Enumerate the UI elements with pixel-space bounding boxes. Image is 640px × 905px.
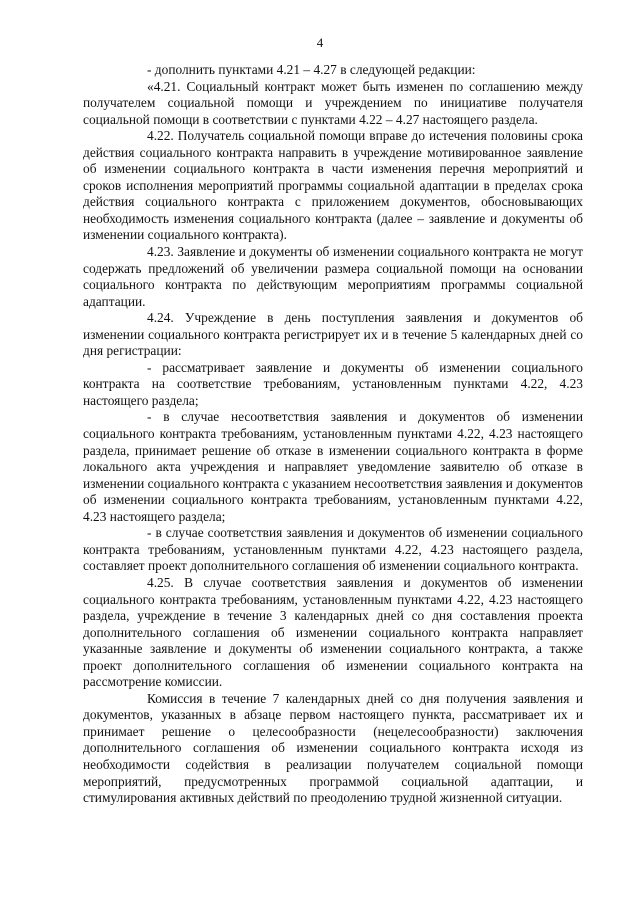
paragraph-4-24: 4.24. Учреждение в день поступления заявления и документов об изменении социального контракта регистрирует их и в течение 5 календарных дней со дня регистрации:: [83, 310, 583, 359]
document-body: [83, 62, 583, 807]
paragraph-4-21: «4.21. Социальный контракт может быть изменен по соглашению между получателем социальной помощи и учреждением по инициативе получателя социальной помощи в соответствии с пунктами 4.22 – 4.27 настоящего раздела.: [83, 78, 583, 127]
paragraph-4-25: 4.25. В случае соответствия заявления и документов об изменении социального контракта требованиям, установленным пунктами 4.22, 4.23 настоящего раздела, учреждение в течение 3 календарных дней со дня составления проекта дополнительного соглашения об изменении социального контракта направляет указанные заявление и документы об изменении социального контракта, а также проект дополнительного соглашения об изменении социального контракта на рассмотрение комиссии.: [83, 574, 583, 690]
paragraph-4-23: 4.23. Заявление и документы об изменении социального контракта не могут содержать предложений об увеличении размера социальной помощи на основании социального контракта по действующим мероприятиям программы социальной адаптации.: [83, 244, 583, 309]
list-item-draft-agreement: - в случае соответствия заявления и документов об изменении социального контракта требованиям, установленным пунктами 4.22, 4.23 настоящего раздела, составляет проект дополнительного соглашения об изменении социального контракта.: [83, 525, 583, 574]
page-number: 4: [316, 35, 324, 50]
paragraph-commission: Комиссия в течение 7 календарных дней со дня получения заявления и документов, указанных в абзаце первом настоящего пункта, рассматривает их и принимает решение о целесообразности (нецелесообразности) заключения дополнительного соглашения об изменении социального контракта исходя из необходимости содействия в реализации получателем социальной помощи мероприятий, предусмотренных программой социальной адаптации, и стимулирования активных действий по преодолению трудной жизненной ситуации.: [83, 690, 583, 806]
paragraph-amendment-intro: - дополнить пунктами 4.21 – 4.27 в следующей редакции:: [147, 62, 476, 77]
list-item-review: - рассматривает заявление и документы об изменении социального контракта на соответствие требованиям, установленным пунктами 4.22, 4.23 настоящего раздела;: [83, 359, 583, 408]
paragraph-4-22: 4.22. Получатель социальной помощи вправе до истечения половины срока действия социального контракта направить в учреждение мотивированное заявление об изменении социального контракта в части изменения перечня мероприятий и сроков исполнения мероприятий программы социальной адаптации в пределах срока действия социального контракта с приложением документов, обосновывающих необходимость изменения социального контракта (далее – заявление и документы об изменении социального контракта).: [83, 128, 583, 243]
list-item-refusal: - в случае несоответствия заявления и документов об изменении социального контракта требованиям, установленным пунктами 4.22, 4.23 настоящего раздела, принимает решение об отказе в изменении социального контракта в форме локального акта учреждения и направляет уведомление заявителю об отказе в изменении социального контракта с указанием несоответствия заявления и документов об изменении социального контракта требованиям, установленным пунктами 4.22, 4.23 настоящего раздела;: [83, 409, 583, 524]
